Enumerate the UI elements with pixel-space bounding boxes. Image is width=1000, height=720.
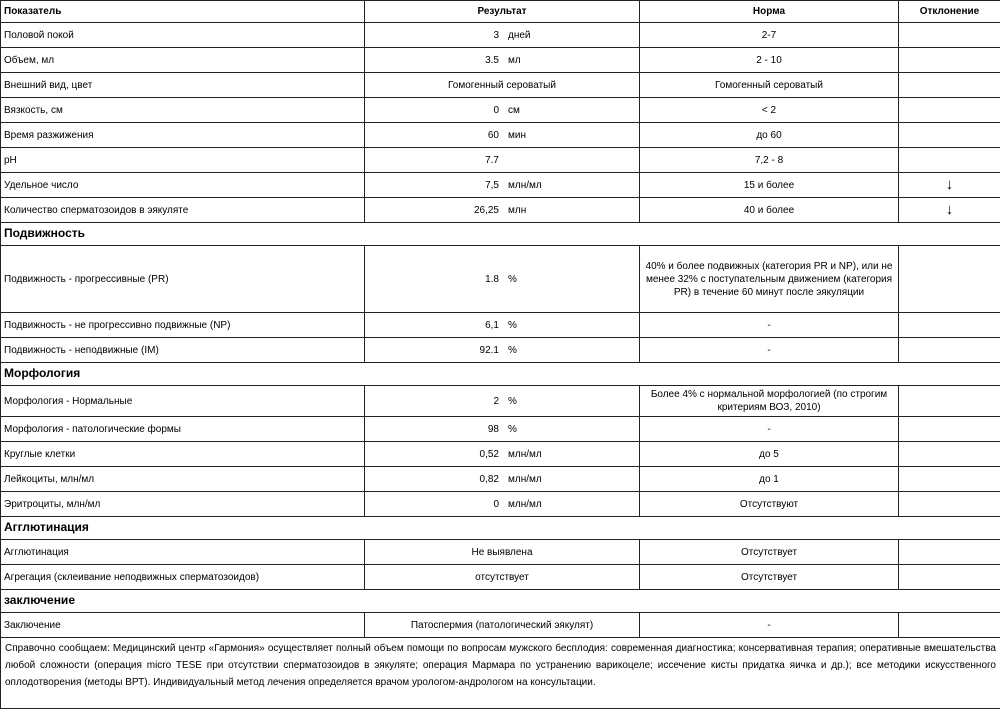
table-row: [1, 123, 1000, 148]
header-result: Результат: [365, 1, 640, 23]
table-row: [1, 565, 1000, 590]
indicator-name: Подвижность - неподвижные (IM): [1, 338, 365, 363]
result-cell: [365, 148, 640, 173]
result-cell: [365, 73, 640, 98]
result-cell: [365, 467, 640, 492]
indicator-name: Объем, мл: [1, 48, 365, 73]
table-row: [1, 148, 1000, 173]
result-value: 3.5: [485, 54, 499, 66]
section-agglutination: Агглютинация: [1, 517, 1000, 540]
indicator-name: Количество сперматозоидов в эякуляте: [1, 198, 365, 223]
result-unit: дней: [508, 29, 531, 41]
table-row: [1, 540, 1000, 565]
norm-value: Отсутствует: [640, 565, 899, 590]
table-row: [1, 173, 1000, 198]
result-text: Гомогенный сероватый: [448, 79, 556, 91]
indicator-name: Вязкость, см: [1, 98, 365, 123]
indicator-name: Удельное число: [1, 173, 365, 198]
result-unit: %: [508, 344, 517, 356]
result-value: 0: [493, 104, 499, 116]
result-cell: [365, 417, 640, 442]
norm-value: -: [640, 613, 899, 638]
norm-value: < 2: [640, 98, 899, 123]
indicator-name: Лейкоциты, млн/мл: [1, 467, 365, 492]
section-agglutination-row: [1, 517, 1000, 540]
table-row: [1, 98, 1000, 123]
norm-value: 2 - 10: [640, 48, 899, 73]
deviation-indicator: [899, 73, 1000, 98]
norm-value: до 60: [640, 123, 899, 148]
result-cell: [365, 98, 640, 123]
header-norm: Норма: [640, 1, 899, 23]
norm-value: Отсутствует: [640, 540, 899, 565]
table-row: [1, 467, 1000, 492]
deviation-indicator: [899, 98, 1000, 123]
result-unit: мин: [508, 129, 526, 141]
deviation-indicator: [899, 386, 1000, 417]
result-cell: [365, 246, 640, 313]
norm-value: Более 4% с нормальной морфологией (по строгим критериям ВОЗ, 2010): [640, 386, 899, 417]
indicator-name: Внешний вид, цвет: [1, 73, 365, 98]
result-cell: [365, 386, 640, 417]
result-cell: [365, 173, 640, 198]
result-value: 7,5: [485, 179, 499, 191]
result-unit: млн/мл: [508, 473, 542, 485]
norm-value: 40% и более подвижных (категория PR и NP), или не менее 32% с поступательным движением (категория PR) в течение 60 минут после эякуляции: [640, 246, 899, 313]
deviation-indicator: ↓: [899, 173, 1000, 198]
indicator-name: Морфология - Нормальные: [1, 386, 365, 417]
norm-value: -: [640, 338, 899, 363]
table-row: [1, 442, 1000, 467]
result-value: 0,82: [479, 473, 499, 485]
deviation-indicator: [899, 313, 1000, 338]
table-row: [1, 386, 1000, 417]
deviation-indicator: [899, 442, 1000, 467]
indicator-name: Эритроциты, млн/мл: [1, 492, 365, 517]
deviation-indicator: [899, 613, 1000, 638]
section-morphology-row: [1, 363, 1000, 386]
result-cell: [365, 198, 640, 223]
result-value: 1.8: [485, 273, 499, 285]
section-morphology: Морфология: [1, 363, 1000, 386]
table-row: [1, 613, 1000, 638]
header-deviation: Отклонение: [899, 1, 1000, 23]
result-value: 98: [487, 423, 499, 435]
result-unit: млн/мл: [508, 498, 542, 510]
section-conclusion-row: [1, 590, 1000, 613]
result-cell: [365, 492, 640, 517]
table-row: [1, 338, 1000, 363]
deviation-indicator: ↓: [899, 198, 1000, 223]
result-text: Патоспермия (патологический эякулят): [410, 619, 594, 631]
table-row: [1, 73, 1000, 98]
result-unit: %: [508, 395, 517, 407]
result-cell: [365, 613, 640, 638]
result-text: Не выявлена: [471, 546, 533, 558]
norm-value: 2-7: [640, 23, 899, 48]
norm-value: до 5: [640, 442, 899, 467]
section-motility: Подвижность: [1, 223, 1000, 246]
result-unit: см: [508, 104, 520, 116]
indicator-name: pH: [1, 148, 365, 173]
section-conclusion: заключение: [1, 590, 1000, 613]
table-row: [1, 48, 1000, 73]
indicator-name: Агглютинация: [1, 540, 365, 565]
result-text: отсутствует: [475, 571, 529, 583]
result-cell: [365, 123, 640, 148]
deviation-indicator: [899, 148, 1000, 173]
deviation-indicator: [899, 565, 1000, 590]
deviation-indicator: [899, 492, 1000, 517]
deviation-indicator: [899, 23, 1000, 48]
result-cell: [365, 540, 640, 565]
footer-row: [1, 638, 1000, 709]
norm-value: 40 и более: [640, 198, 899, 223]
result-value: 60: [487, 129, 499, 141]
norm-value: Гомогенный сероватый: [640, 73, 899, 98]
result-value: 7.7: [485, 154, 499, 166]
table-row: [1, 23, 1000, 48]
table-row: [1, 198, 1000, 223]
deviation-indicator: [899, 540, 1000, 565]
result-unit: млн/мл: [508, 448, 542, 460]
result-value: 0,52: [479, 448, 499, 460]
indicator-name: Подвижность - прогрессивные (PR): [1, 246, 365, 313]
indicator-name: Морфология - патологические формы: [1, 417, 365, 442]
result-unit: мл: [508, 54, 521, 66]
result-cell: [365, 338, 640, 363]
indicator-name: Время разжижения: [1, 123, 365, 148]
result-cell: [365, 23, 640, 48]
norm-value: -: [640, 313, 899, 338]
indicator-name: Агрегация (склеивание неподвижных сперматозоидов): [1, 565, 365, 590]
deviation-indicator: [899, 123, 1000, 148]
result-cell: [365, 442, 640, 467]
indicator-name: Круглые клетки: [1, 442, 365, 467]
footer-note: Справочно сообщаем: Медицинский центр «Гармония» осуществляет полный объем помощи по вопросам мужского бесплодия: современная диагностика; консервативная терапия; оперативные вмешательства любой сложности (операция micro TESE при отсутствии сперматозоидов в эякуляте; операция Мармара по устранению варикоцеле; иссечение кисты придатка яичка и др.); все методики искусственного оплодотворения (методы ВРТ). Индивидуальный метод лечения определяется врачом урологом-андрологом на консультации.: [1, 638, 1000, 709]
norm-value: Отсутствуют: [640, 492, 899, 517]
indicator-name: Заключение: [1, 613, 365, 638]
result-unit: %: [508, 273, 517, 285]
result-unit: млн: [508, 204, 527, 216]
deviation-indicator: [899, 48, 1000, 73]
result-cell: [365, 48, 640, 73]
table-row: [1, 313, 1000, 338]
deviation-indicator: [899, 467, 1000, 492]
result-value: 26,25: [473, 204, 499, 216]
result-value: 3: [493, 29, 499, 41]
norm-value: до 1: [640, 467, 899, 492]
deviation-indicator: [899, 246, 1000, 313]
deviation-indicator: [899, 417, 1000, 442]
result-value: 2: [493, 395, 499, 407]
table-header: [1, 1, 1000, 23]
norm-value: 15 и более: [640, 173, 899, 198]
result-unit: %: [508, 423, 517, 435]
indicator-name: Половой покой: [1, 23, 365, 48]
table-row: [1, 417, 1000, 442]
result-unit: млн/мл: [508, 179, 542, 191]
results-table-body: [1, 1, 1000, 709]
table-row: [1, 246, 1000, 313]
result-cell: [365, 313, 640, 338]
header-indicator: Показатель: [1, 1, 365, 23]
table-row: [1, 492, 1000, 517]
result-cell: [365, 565, 640, 590]
norm-value: 7,2 - 8: [640, 148, 899, 173]
result-unit: %: [508, 319, 517, 331]
result-value: 92.1: [479, 344, 499, 356]
norm-value: -: [640, 417, 899, 442]
section-motility-row: [1, 223, 1000, 246]
result-value: 0: [493, 498, 499, 510]
result-value: 6,1: [485, 319, 499, 331]
deviation-indicator: [899, 338, 1000, 363]
indicator-name: Подвижность - не прогрессивно подвижные (NP): [1, 313, 365, 338]
